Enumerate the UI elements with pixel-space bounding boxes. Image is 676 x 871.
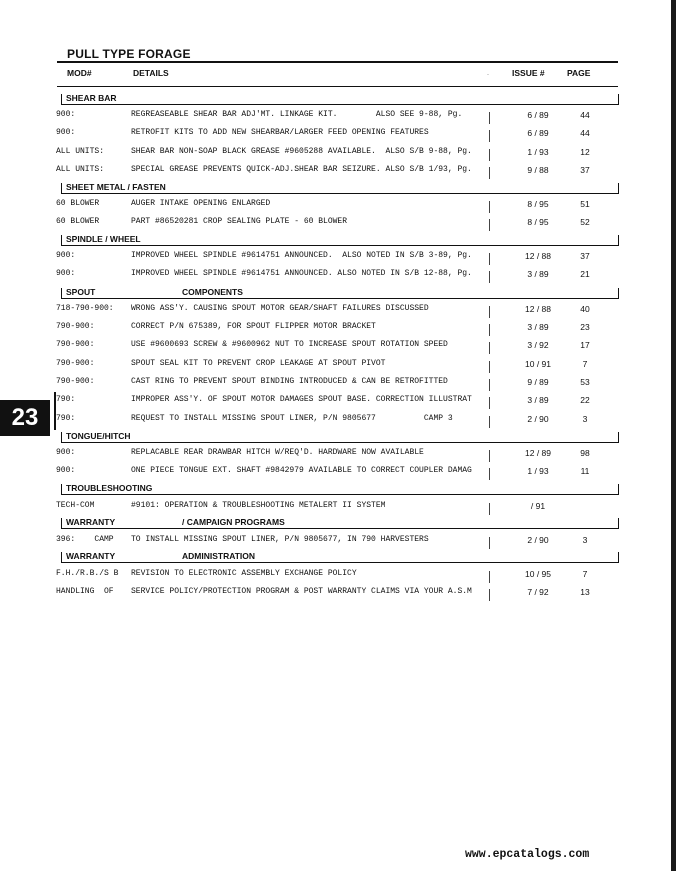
mod-cell: ALL UNITS: [56,165,105,174]
column-divider [489,167,490,179]
details-cell: IMPROVED WHEEL SPINDLE #9614751 ANNOUNCED. ALSO NOTED IN S/B 12-88, Pg. [131,269,472,278]
column-divider [489,342,490,354]
issue-cell: 6 / 89 [527,128,549,138]
mod-cell: 900: [56,269,76,278]
column-divider [489,416,490,428]
issue-cell: 9 / 88 [527,165,549,175]
page-cell: 98 [580,448,590,458]
table-row [0,340,676,354]
table-row [0,322,676,336]
page-cell: 44 [580,128,590,138]
table-row [0,165,676,179]
details-cell: PART #86520281 CROP SEALING PLATE - 60 BLOWER [131,217,348,226]
section-label: SHEAR BAR [66,93,117,103]
table-row [0,110,676,124]
issue-cell: 3 / 89 [527,395,549,405]
column-divider [489,379,490,391]
section-sublabel: COMPONENTS [182,287,243,297]
section-sublabel: ADMINISTRATION [182,551,256,561]
page-cell: 23 [580,322,590,332]
table-row [0,587,676,601]
issue-cell: 3 / 89 [527,269,549,279]
table-row [0,448,676,462]
mod-cell: 60 BLOWER [56,217,100,226]
section-label: WARRANTY [66,517,116,527]
section-sheet-metal [61,183,619,194]
mod-cell: 790-900: [56,340,95,349]
section-label: SPINDLE / WHEEL [66,234,141,244]
page-cell: 7 [582,359,588,369]
page-cell: 7 [582,569,588,579]
page-cell: 51 [580,199,590,209]
section-tongue-hitch [61,432,619,443]
mod-cell: ALL UNITS: [56,147,105,156]
issue-cell: 6 / 89 [527,110,549,120]
issue-cell: 10 / 91 [525,359,551,369]
column-divider [489,306,490,318]
details-header: DETAILS [133,68,169,78]
details-cell: REQUEST TO INSTALL MISSING SPOUT LINER, P/N 9805677 CAMP 3 [131,414,453,423]
issue-cell: 8 / 95 [527,217,549,227]
issue-cell: 12 / 88 [525,251,551,261]
details-cell: AUGER INTAKE OPENING ENLARGED [131,199,271,208]
issue-cell: 10 / 95 [525,569,551,579]
table-row [0,359,676,373]
mod-cell: 900: [56,251,76,260]
details-cell: IMPROVED WHEEL SPINDLE #9614751 ANNOUNCED. ALSO NOTED IN S/B 3-89, Pg. [131,251,472,260]
section-tab-bar [54,392,56,430]
table-row [0,128,676,142]
column-divider [489,468,490,480]
section-label: TONGUE/HITCH [66,431,131,441]
table-row [0,269,676,283]
details-cell: SPOUT SEAL KIT TO PREVENT CROP LEAKAGE AT SPOUT PIVOT [131,359,386,368]
page-cell: 11 [580,466,590,476]
column-divider [489,571,490,583]
page-cell: 13 [580,587,590,597]
mod-cell: 900: [56,448,76,457]
column-divider [489,589,490,601]
section-tab: 23 [0,400,50,436]
column-divider [489,537,490,549]
details-cell: TO INSTALL MISSING SPOUT LINER, P/N 9805677, IN 790 HARVESTERS [131,535,429,544]
mod-cell: HANDLING OF [56,587,114,596]
column-divider [489,112,490,124]
details-cell: SHEAR BAR NON-SOAP BLACK GREASE #9605288 AVAILABLE. ALSO S/B 9-88, Pg. [131,147,472,156]
mod-cell: 900: [56,110,76,119]
page-cell: 17 [580,340,590,350]
page-cell: 37 [580,251,590,261]
issue-cell: 1 / 93 [527,466,549,476]
details-cell: CORRECT P/N 675389, FOR SPOUT FLIPPER MOTOR BRACKET [131,322,376,331]
table-row [0,501,676,515]
details-cell: SERVICE POLICY/PROTECTION PROGRAM & POST WARRANTY CLAIMS VIA YOUR A.S.M [131,587,472,596]
issue-cell: 3 / 89 [527,322,549,332]
column-divider [489,361,490,373]
mod-cell: 60 BLOWER [56,199,100,208]
section-label: SHEET METAL / FASTEN [66,182,166,192]
column-divider [489,324,490,336]
issue-cell: 12 / 88 [525,304,551,314]
table-row [0,304,676,318]
mod-cell: TECH-COM [56,501,95,510]
page-cell: 12 [580,147,590,157]
section-warranty-administration [61,552,619,563]
issue-cell: 1 / 93 [527,147,549,157]
details-cell: REGREASEABLE SHEAR BAR ADJ'MT. LINKAGE KIT. ALSO SEE 9-88, Pg. [131,110,463,119]
details-cell: WRONG ASS'Y. CAUSING SPOUT MOTOR GEAR/SHAFT FAILURES DISCUSSED [131,304,429,313]
issue-cell: 2 / 90 [527,414,549,424]
table-row [0,217,676,231]
section-troubleshooting [61,484,619,495]
page-title: PULL TYPE FORAGE [67,47,191,61]
section-sublabel: / CAMPAIGN PROGRAMS [182,517,285,527]
section-spout [61,288,619,299]
section-shear-bar [61,94,619,105]
mod-cell: 396: CAMP [56,535,114,544]
page-cell: 3 [582,535,588,545]
column-divider [489,450,490,462]
details-cell: RETROFIT KITS TO ADD NEW SHEARBAR/LARGER FEED OPENING FEATURES [131,128,429,137]
issue-cell: 9 / 89 [527,377,549,387]
section-warranty-campaign [61,518,619,529]
page-cell: 53 [580,377,590,387]
details-cell: CAST RING TO PREVENT SPOUT BINDING INTRODUCED & CAN BE RETROFITTED [131,377,448,386]
section-label: TROUBLESHOOTING [66,483,153,493]
section-spindle-wheel [61,235,619,246]
issue-cell: 7 / 92 [527,587,549,597]
page-cell: 37 [580,165,590,175]
column-divider [489,130,490,142]
column-divider [489,503,490,515]
footer-url: www.epcatalogs.com [465,848,590,861]
page-cell: 52 [580,217,590,227]
column-divider [489,253,490,265]
column-divider [489,219,490,231]
page-cell: 21 [580,269,590,279]
table-row [0,466,676,480]
table-row [0,377,676,391]
section-label: WARRANTY [66,551,116,561]
table-row [0,414,676,428]
column-divider [489,149,490,161]
issue-cell: 3 / 92 [527,340,549,350]
section-label: SPOUT [66,287,96,297]
page-cell: 40 [580,304,590,314]
mod-cell: 718-790-900: [56,304,114,313]
details-cell: #9101: OPERATION & TROUBLESHOOTING METALERT II SYSTEM [131,501,386,510]
details-cell: REVISION TO ELECTRONIC ASSEMBLY EXCHANGE POLICY [131,569,357,578]
header-dot: · [487,72,489,78]
mod-header: MOD# [67,68,92,78]
mod-cell: F.H./R.B./S B [56,569,119,578]
mod-cell: 790: [56,395,76,404]
mod-cell: 900: [56,128,76,137]
column-divider [489,397,490,409]
header-bottom-rule [57,86,618,87]
page-cell: 44 [580,110,590,120]
issue-cell: 2 / 90 [527,535,549,545]
issue-header: ISSUE # [512,68,545,78]
table-row [0,535,676,549]
details-cell: SPECIAL GREASE PREVENTS QUICK-ADJ.SHEAR BAR SEIZURE. ALSO S/B 1/93, Pg. [131,165,472,174]
issue-cell: 12 / 89 [525,448,551,458]
details-cell: ONE PIECE TONGUE EXT. SHAFT #9842979 AVAILABLE TO CORRECT COUPLER DAMAG [131,466,472,475]
table-row [0,395,676,409]
table-row [0,569,676,583]
mod-cell: 790-900: [56,359,95,368]
page-header: PAGE [567,68,591,78]
table-row [0,147,676,161]
mod-cell: 790: [56,414,76,423]
page-cell: 3 [582,414,588,424]
table-row [0,251,676,265]
column-divider [489,201,490,213]
details-cell: REPLACABLE REAR DRAWBAR HITCH W/REQ'D. HARDWARE NOW AVAILABLE [131,448,424,457]
details-cell: USE #9600693 SCREW & #9600962 NUT TO INCREASE SPOUT ROTATION SPEED [131,340,448,349]
header-top-rule [57,61,618,63]
mod-cell: 900: [56,466,76,475]
page-cell: 22 [580,395,590,405]
column-divider [489,271,490,283]
issue-cell: 8 / 95 [527,199,549,209]
mod-cell: 790-900: [56,377,95,386]
issue-cell: / 91 [530,501,546,511]
details-cell: IMPROPER ASS'Y. OF SPOUT MOTOR DAMAGES SPOUT BASE. CORRECTION ILLUSTRAT [131,395,472,404]
mod-cell: 790-900: [56,322,95,331]
table-row [0,199,676,213]
